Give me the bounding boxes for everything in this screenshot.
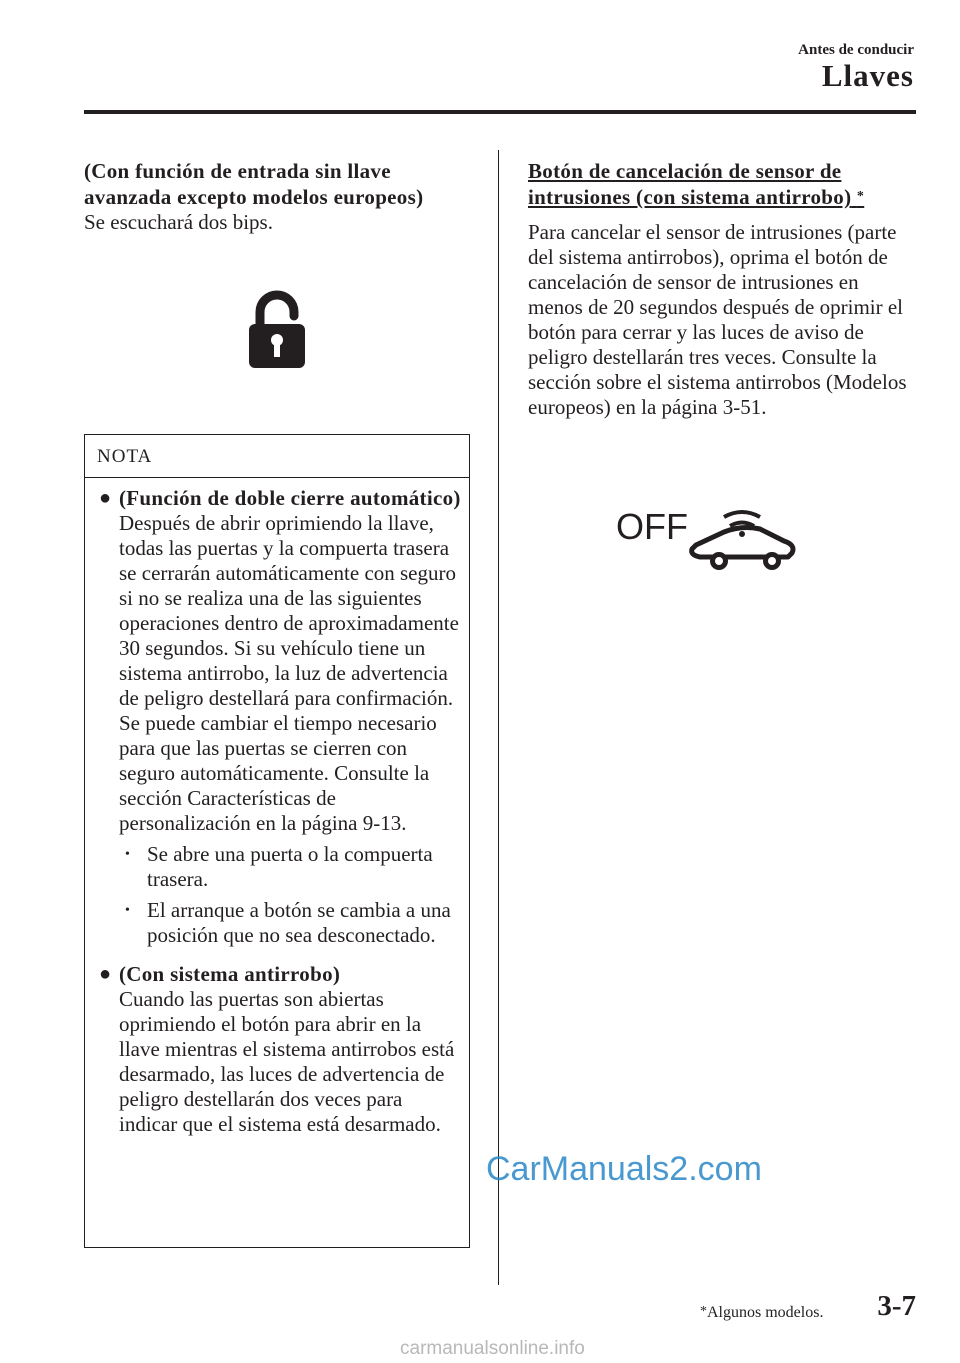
page-number: 3-7 [877, 1290, 916, 1322]
footnote-text: Algunos modelos. [707, 1304, 824, 1321]
bullet-dot-icon: ● [99, 963, 112, 985]
section-name: Antes de conducir [798, 42, 914, 58]
bullet-text: Después de abrir oprimiendo la llave, todas las puertas y la compuerta trasera se cerrarán automáticamente con seguro si no se realiza una de las siguientes operaciones dentro de aproximadamente 30 segundos. Si su vehículo tiene un sistema antirrobo, la luz de advertencia de peligro destellará para confirmación. [119, 511, 459, 710]
note-body [85, 478, 469, 1137]
bullet-heading: (Función de doble cierre automático) [119, 486, 461, 510]
header-rule [84, 110, 916, 114]
page-title: Llaves [821, 58, 914, 93]
beep-text: Se escuchará dos bips. [84, 210, 273, 234]
sub-bullet-text: Se abre una puerta o la compuerta trasera. [147, 842, 433, 891]
bullet-text: Cuando las puertas son abiertas oprimiendo el botón para abrir en la llave mientras el sistema antirrobos está desarmado, las luces de advertencia de peligro destellarán dos veces para indicar que el sistema está desarmado. [119, 987, 455, 1136]
intrusion-sensor-heading: Botón de cancelación de sensor de intrusiones (con sistema antirrobo) * [528, 159, 865, 209]
right-column [528, 158, 918, 420]
footnote [700, 1304, 823, 1322]
note-box [84, 434, 470, 1248]
left-column [84, 158, 470, 235]
note-bullet-double-lock [97, 486, 461, 948]
watermark: CarManuals2.com [486, 1150, 762, 1188]
bullet-dot-icon: ● [99, 487, 112, 509]
bullet-heading: (Con sistema antirrobo) [119, 962, 341, 986]
off-label: OFF [616, 506, 688, 547]
unlock-icon [248, 290, 306, 368]
note-title: NOTA [85, 435, 469, 478]
bullet-text-2: Se puede cambiar el tiempo necesario para que las puertas se cierren con seguro automáticamente. Consulte la sección Características de personalización en la página 9-13. [119, 711, 437, 835]
site-watermark: carmanualsonline.info [400, 1338, 585, 1359]
intrusion-sensor-text: Para cancelar el sensor de intrusiones (parte del sistema antirrobos), oprima el botón de cancelación de sensor de intrusiones en menos de 20 segundos después de oprimir el botón para cerrar y las luces de aviso de peligro destellarán tres veces. Consulte la sección sobre el sistema antirrobos (Modelos europeos) en la página 3-51. [528, 220, 907, 419]
column-divider [498, 150, 499, 1285]
note-bullet-anti-theft [97, 962, 461, 1137]
sub-bullet-text: El arranque a botón se cambia a una posición que no sea desconectado. [147, 898, 451, 947]
some-models-star: * [856, 189, 865, 204]
sub-bullet-dot-icon: • [125, 903, 130, 918]
footnote-star: * [700, 1304, 707, 1319]
intrusion-sensor-off-icon [614, 505, 798, 577]
sub-bullet-dot-icon: • [125, 847, 130, 862]
sub-bullet-ignition [119, 898, 461, 948]
sub-heading: (Con función de entrada sin llave avanzada excepto modelos europeos) [84, 159, 424, 209]
sub-bullet-door [119, 842, 461, 892]
